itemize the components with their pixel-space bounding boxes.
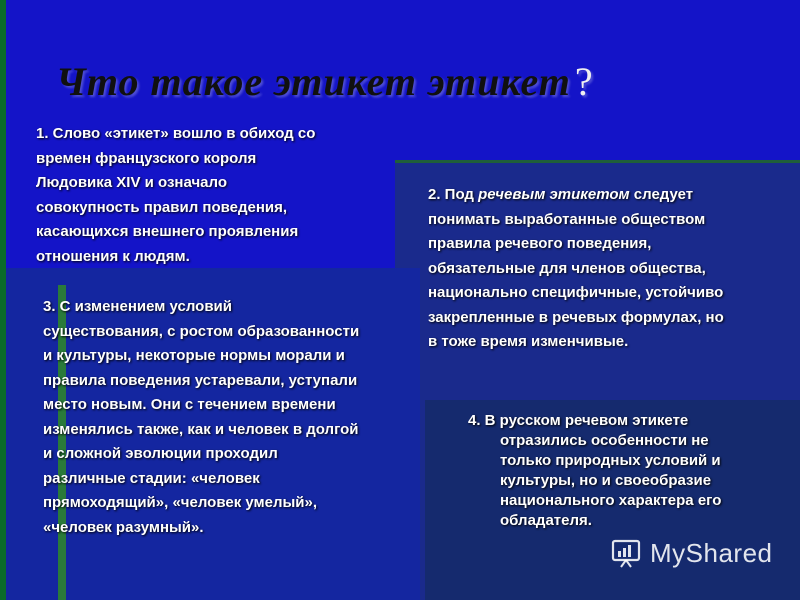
paragraph-2-line xyxy=(428,183,773,208)
paragraph-4-line: обладателя. xyxy=(500,512,592,529)
paragraph-4 xyxy=(468,411,768,531)
paragraph-1-line: совокупность правил поведения, xyxy=(36,198,288,216)
slide-title-question-mark: ? xyxy=(574,59,594,104)
paragraph-4-line: отразились особенности не xyxy=(500,432,709,449)
paragraph-3-line: существования, с ростом образованности xyxy=(43,322,360,340)
paragraph-3-line: и культуры, некоторые нормы морали и xyxy=(43,347,345,364)
paragraph-2-line: в тоже время изменчивые. xyxy=(428,333,629,350)
paragraph-3-line: 3. С изменением условий xyxy=(43,298,232,315)
paragraph-4-line: национального характера его xyxy=(500,492,722,509)
paragraph-3-line: правила поведения устаревали, уступали xyxy=(43,371,358,389)
paragraph-3-line: изменялись также, как и человек в долгой xyxy=(43,420,359,438)
paragraph-1-line: 1. Слово «этикет» вошло в обиход со xyxy=(36,125,316,142)
paragraph-2-emphasis: речевым этикетом xyxy=(478,186,630,203)
paragraph-2 xyxy=(428,183,773,355)
watermark-logo-text: MyShared xyxy=(650,537,773,568)
paragraph-1-line: времен французского короля xyxy=(36,149,257,167)
paragraph-2-line: закрепленные в речевых формулах, но xyxy=(428,308,724,326)
paragraph-2-line: национально специфичные, устойчиво xyxy=(428,284,724,301)
paragraph-4-line-first: 4. В русском речевом этикете xyxy=(468,412,689,429)
green-line-decoration xyxy=(395,160,800,163)
left-accent-bar xyxy=(0,0,6,600)
paragraph-1-line: касающихся внешнего проявления xyxy=(36,223,299,240)
paragraph-2-line: правила речевого поведения, xyxy=(428,235,652,252)
paragraph-4-line: культуры, но и своеобразие xyxy=(500,472,712,489)
paragraph-3 xyxy=(43,295,408,540)
paragraph-2-intro: 2. Под xyxy=(428,186,479,203)
paragraph-4-line: только природных условий и xyxy=(500,452,721,469)
paragraph-1-line: Людовика XIV и означало xyxy=(36,174,228,191)
slide-title-text: Что такое этикет этикет xyxy=(56,59,571,104)
paragraph-2-line: понимать выработанные обществом xyxy=(428,210,706,228)
myshared-logo-icon xyxy=(610,537,644,569)
paragraph-3-line: место новым. Они с течением времени xyxy=(43,396,336,413)
paragraph-3-line: прямоходящий», «человек умелый», xyxy=(43,494,318,511)
paragraph-1 xyxy=(36,122,376,269)
paragraph-1-line: отношения к людям. xyxy=(36,247,190,265)
slide-title xyxy=(56,58,594,105)
paragraph-3-line: различные стадии: «человек xyxy=(43,469,260,487)
paragraph-2-line: обязательные для членов общества, xyxy=(428,259,706,277)
paragraph-3-line: и сложной эволюции проходил xyxy=(43,445,278,462)
paragraph-3-line: «человек разумный». xyxy=(43,518,204,536)
paragraph-2-line-rest: следует xyxy=(629,186,694,203)
watermark-logo[interactable] xyxy=(610,537,773,569)
